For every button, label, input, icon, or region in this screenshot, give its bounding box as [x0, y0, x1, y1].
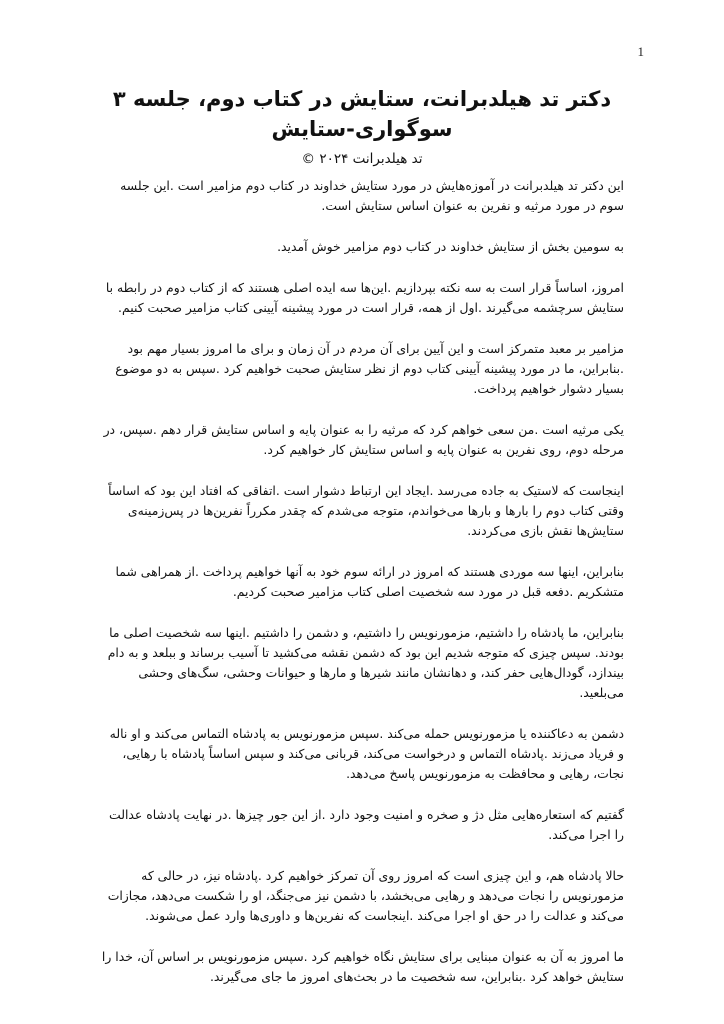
title-line-1: دکتر تد هیلدبرانت، ستایش در کتاب دوم، جلسه ۳: [112, 87, 612, 111]
paragraph-9: دشمن به دعاکننده یا مزمورنویس حمله می‌کند .سپس مزمورنویس به پادشاه التماس می‌کند و او ناله و فریاد می‌زند .پادشاه التماس و درخواست می‌کند، قربانی می‌کند و سپس اساساً پادشاه با رهایی، نجات، رهایی و محافظت به مزمورنویس پاسخ می‌دهد.: [109, 726, 624, 781]
paragraph-11: حالا پادشاه هم، و این چیزی است که امروز روی آن تمرکز خواهیم کرد .پادشاه نیز، در حالی که مزمورنویس را نجات می‌دهد و رهایی می‌بخشد، با دشمن نیز می‌جنگد، او را شکست می‌دهد، مجازات می‌کند و عدالت را در حق او اجرا می‌کند .اینجاست که نفرین‌ها و داوری‌ها وارد عمل می‌شوند.: [107, 868, 624, 923]
document-title: [80, 84, 644, 144]
copyright-line: تد هیلدبرانت ۲۰۲۴ ©: [301, 151, 423, 167]
paragraph-1: این دکتر تد هیلدبرانت در آموزه‌هایش در مورد ستایش خداوند در کتاب دوم مزامیر است .این جلسه سوم در مورد مرثیه و نفرین به عنوان اساس ستایش است.: [120, 178, 624, 213]
paragraph-4: مزامیر بر معبد متمرکز است و این آیین برای آن مردم در آن زمان و برای ما امروز بسیار مهم بود .بنابراین، ما در مورد پیشینه آیینی کتاب دوم از نظر ستایش صحبت خواهیم کرد .سپس به دو موضوع بسیار دشوار خواهیم پرداخت.: [115, 341, 624, 396]
paragraph-10: گفتیم که استعاره‌هایی مثل دژ و صخره و امنیت وجود دارد .از این جور چیزها .در نهایت پادشاه عدالت را اجرا می‌کند.: [109, 807, 624, 842]
paragraph-12: ما امروز به آن به عنوان مبنایی برای ستایش نگاه خواهیم کرد .سپس مزمورنویس بر اساس آن، خدا را ستایش خواهد کرد .بنابراین، سه شخصیت ما در بحث‌های امروز ما جای می‌گیرند.: [101, 949, 624, 984]
paragraph-3: امروز، اساساً قرار است به سه نکته بپردازیم .این‌ها سه ایده اصلی هستند که از کتاب دوم در رابطه با ستایش سرچشمه می‌گیرند .اول از همه، قرار است در مورد پیشینه آیینی کتاب مزامیر صحبت کنیم.: [105, 280, 624, 315]
paragraph-2: به سومین بخش از ستایش خداوند در کتاب دوم مزامیر خوش آمدید.: [277, 239, 624, 254]
paragraph-8: بنابراین، ما پادشاه را داشتیم، مزمورنویس را داشتیم، و دشمن را داشتیم .اینها سه شخصیت اصلی ما بودند. سپس چیزی که متوجه شدیم این بود که دشمن نقشه می‌کشید تا آسیب برساند و ببلعد و به دام بیندازد، گودال‌هایی حفر کند، و دهانشان مانند شیرها و مارها و حیوانات وحشی، سگ‌های وحشی می‌بلعید.: [107, 625, 624, 700]
paragraph-5: یکی مرثیه است .من سعی خواهم کرد که مرثیه را به عنوان پایه و اساس ستایش قرار دهم .سپس، در مرحله دوم، روی نفرین به عنوان پایه و اساس ستایش کار خواهیم کرد.: [103, 422, 624, 457]
paragraph-6: اینجاست که لاستیک به جاده می‌رسد .ایجاد این ارتباط دشوار است .اتفاقی که افتاد این بود که اساساً وقتی کتاب دوم را بارها و بارها می‌خواندم، متوجه می‌شدم که چقدر مکرراً نفرین‌ها در پس‌زمینه‌ی ستایش‌ها نقش بازی می‌کردند.: [108, 483, 624, 538]
document-body: [100, 176, 624, 1008]
page-number: 1: [637, 44, 644, 59]
title-line-2: سوگواری-ستایش: [271, 117, 453, 141]
paragraph-7: بنابراین، اینها سه موردی هستند که امروز در ارائه سوم خود به آنها خواهیم پرداخت .از همراهی شما متشکریم .دفعه قبل در مورد سه شخصیت اصلی کتاب مزامیر صحبت کردیم.: [115, 564, 624, 599]
